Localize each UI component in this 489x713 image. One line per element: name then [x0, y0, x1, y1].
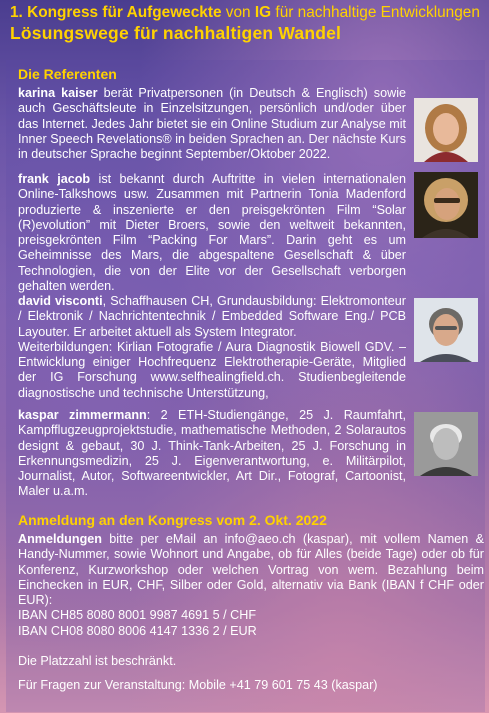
- anmeldung-title: Anmeldung an den Kongress vom 2. Okt. 2022: [18, 512, 327, 528]
- speaker-frank: frank jacob ist bekannt durch Auftritte in vielen internationalen Online-Talkshows usw. Zusammen mit Partnerin Tonia Madenford produzierte & inszenierte er den preisgekrönten Film “Solar (R)evolution” mit Dieter Broers, sowie den weltweit bekannten, preisgekrönten Film “Packing For Mars”. Darin geht es um Geheimnisse des Mars, die abgespaltene Gesellschaft & über Technologien, die von der Elite vor der Gesellschaft verborgen gehalten werden.: [18, 172, 406, 294]
- email-link[interactable]: info@aeo.ch: [224, 532, 296, 546]
- photo-karina-kaiser: [414, 98, 478, 162]
- photo-frank-jacob: [414, 172, 478, 238]
- referenten-title: Die Referenten: [18, 66, 117, 82]
- photo-kaspar-zimmermann: [414, 412, 478, 476]
- iban-eur: IBAN CH08 8080 8006 4147 1336 2 / EUR: [18, 623, 257, 638]
- speaker-karina: karina kaiser berät Privatpersonen (in Deutsch & Englisch) sowie auch Geschäftsleute in Einzelsitzungen, persönlich und/oder über das Internet. Jedes Jahr bietet sie ein Online Studium zur Analyse mit Inner Speech Revelations® in beiden Sprachen an. Der nächste Kurs in deutscher Sprache beginnt September/Oktober 2022.: [18, 86, 406, 162]
- content-panel: [6, 60, 485, 712]
- header: [10, 3, 480, 44]
- iban-chf: IBAN CH85 8080 8001 9987 4691 5 / CHF: [18, 608, 257, 623]
- photo-david-visconti: [414, 298, 478, 362]
- contact-note: Für Fragen zur Veranstaltung: Mobile +41 79 601 75 43 (kaspar): [18, 678, 378, 692]
- speaker-david: david visconti, Schaffhausen CH, Grundausbildung: Elektromonteur / Elektronik / Nachrichtentechnik / Embedded Software Eng./ PCB Layouter. Er arbeitet aktuell als System Integrator. Weiterbildungen: Kirlian Fotografie / Aura Diagnostik Biowell GDV. – Entwicklung einiger Hochfrequenz Elektrotherapie-Geräte, Mitglied der IG Forschung www.selfhealingfield.ch. Studienbegleitende diagnostische und technische Unterstützung,: [18, 294, 406, 400]
- speaker-kaspar: kaspar zimmermann: 2 ETH-Studiengänge, 25 J. Raumfahrt, Kampfflugzeugprojektstudie, mathematische Methoden, 2 Solarautos designt & gebaut, 30 J. Think-Tank-Arbeiten, 25 J. Forschung in Erkennungsmedizin, 25 J. Eigenverantwortung, e. Militärpilot, Journalist, Autor, Softwareentwickler, Art Dir., Fotograf, Cartoonist, Maler u.a.m.: [18, 408, 406, 499]
- platzzahl-note: Die Platzzahl ist beschränkt.: [18, 654, 177, 668]
- anmeldung-text: Anmeldungen bitte per eMail an info@aeo.ch (kaspar), mit vollem Namen & Handy-Nummer, sowie Wohnort und Angabe, ob für Alles (beide Tage) oder ob für Konferenz, Kurzworkshop oder welchen Vortrag von wem. Bezahlung beim Einchecken in EUR, CHF, Silber oder Gold, alternativ via Bank (IBAN f CHF oder EUR): IBAN CH85 8080 8001 9987 4691 5 / CHF IBAN CH08 8080 8006 4147 1336 2 / EUR: [18, 532, 484, 638]
- kongress-subtitle: Lösungswege für nachhaltigen Wandel: [10, 23, 342, 43]
- kongress-title: 1. Kongress für Aufgeweckte von IG für nachhaltige Entwicklungen: [10, 4, 480, 21]
